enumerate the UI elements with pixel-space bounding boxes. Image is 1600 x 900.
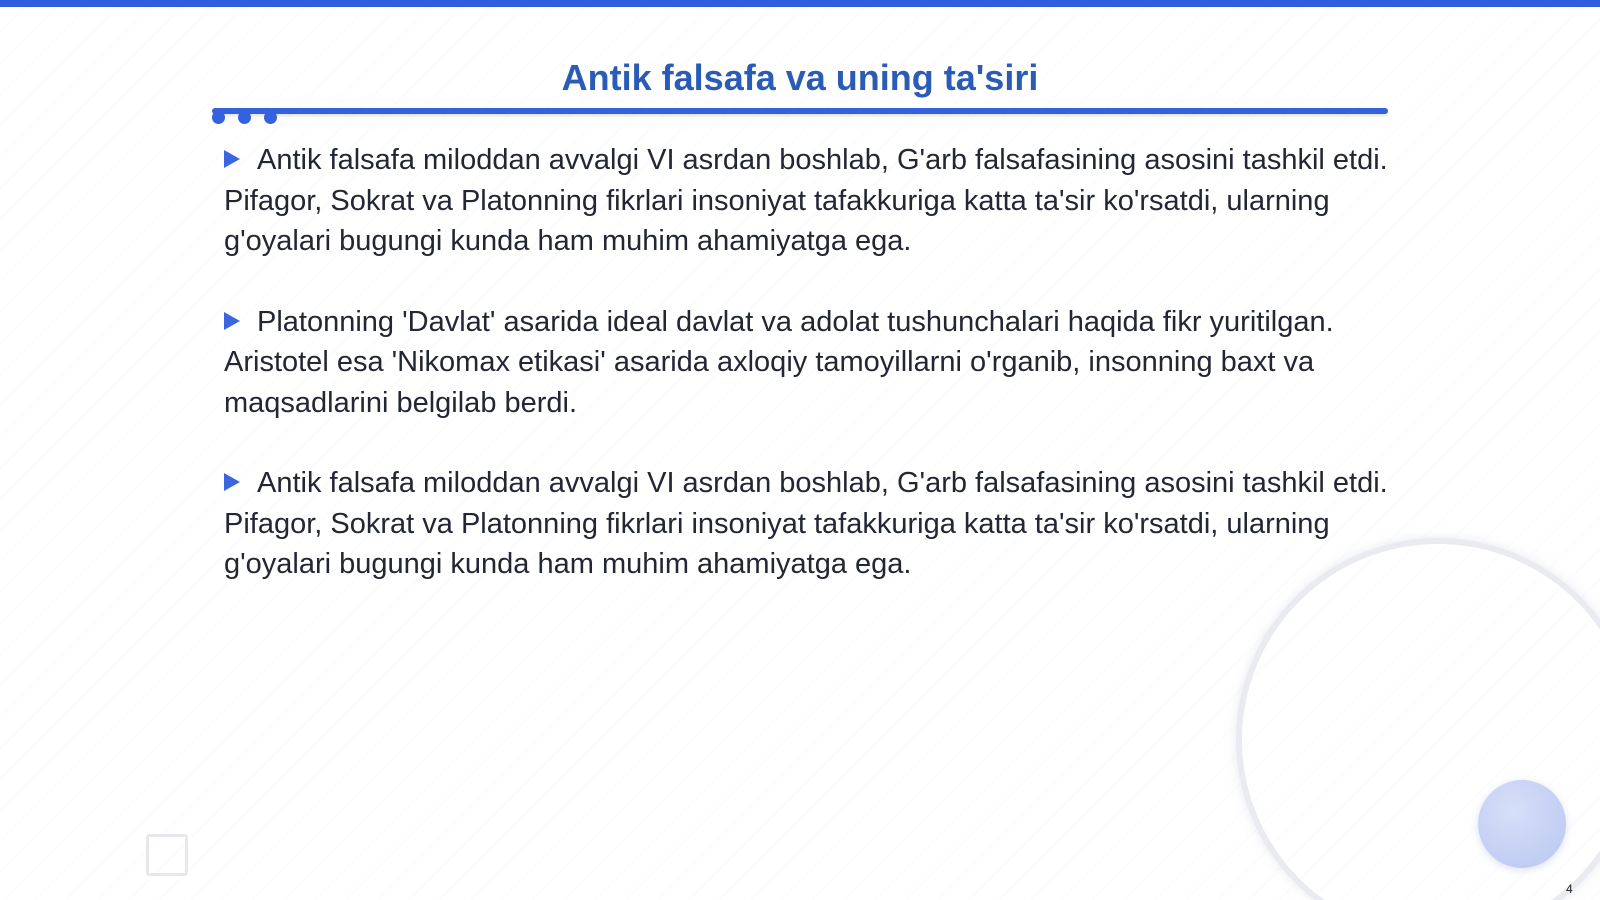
decor-dot (212, 111, 225, 124)
decor-dot (264, 111, 277, 124)
triangle-right-icon (224, 473, 240, 491)
page-number: 4 (1566, 882, 1573, 896)
triangle-right-icon (224, 312, 240, 330)
decor-square (146, 834, 188, 876)
bullet-item (224, 302, 1394, 424)
bullet-item (224, 140, 1394, 262)
top-accent-bar (0, 0, 1600, 7)
triangle-right-icon (224, 150, 240, 168)
slide-title: Antik falsafa va uning ta'siri (561, 57, 1039, 98)
bullet-text: Antik falsafa miloddan avvalgi VI asrdan boshlab, G'arb falsafasining asosini tashkil etdi. Pifagor, Sokrat va Platonning fikrlari insoniyat tafakkuriga katta ta'sir ko'rsatdi, ularning g'oyalari bugungi kunda ham muhim ahamiyatga ega. (224, 144, 1388, 257)
bullet-text: Antik falsafa miloddan avvalgi VI asrdan boshlab, G'arb falsafasining asosini tashkil etdi. Pifagor, Sokrat va Platonning fikrlari insoniyat tafakkuriga katta ta'sir ko'rsatdi, ularning g'oyalari bugungi kunda ham muhim ahamiyatga ega. (224, 467, 1388, 580)
decor-circle (1478, 780, 1566, 868)
title-underline (212, 108, 1388, 114)
bullet-item (224, 463, 1394, 585)
decor-dot (238, 111, 251, 124)
bullet-text: Platonning 'Davlat' asarida ideal davlat va adolat tushunchalari haqida fikr yuritilgan. Aristotel esa 'Nikomax etikasi' asarida axloqiy tamoyillarni o'rganib, insonning baxt va maqsadlarini belgilab berdi. (224, 305, 1334, 419)
bullet-list (224, 140, 1394, 625)
